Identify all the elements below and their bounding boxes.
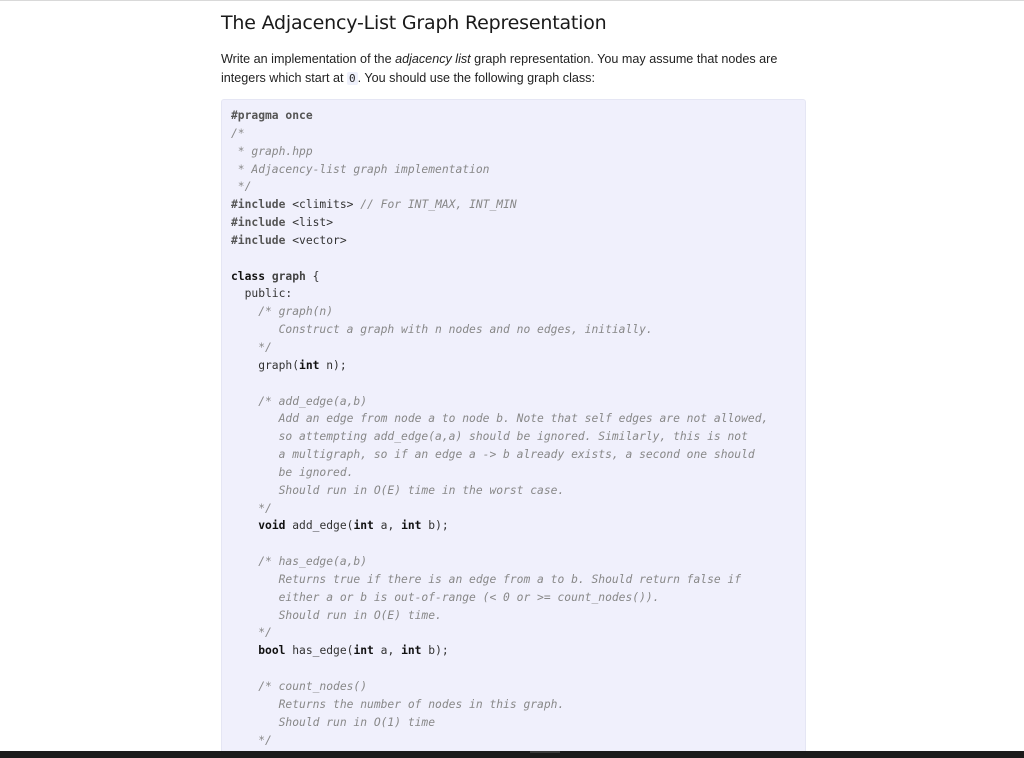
code-token: // For INT_MAX, INT_MIN [360,198,517,212]
code-token: <vector> [285,233,347,247]
code-token: */ [231,501,272,515]
code-line [231,464,805,482]
code-token: */ [231,340,272,354]
code-token: #include [231,233,286,247]
code-line [231,428,805,446]
code-line [231,732,805,750]
code-token [265,270,272,283]
code-token: /* has_edge(a,b) [258,555,368,569]
code-line [231,589,805,607]
code-token: int [401,644,422,658]
code-token: graph( [231,358,300,372]
code-token: Should run in O(E) time. [231,608,442,622]
code-line [231,571,805,589]
code-line [231,482,805,500]
code-token: n); [319,358,347,372]
code-line [231,446,805,464]
code-token [231,680,258,693]
code-token: <list> [285,216,334,230]
code-token: a, [373,519,402,533]
code-line [231,714,805,732]
code-line [231,357,805,375]
code-token: Construct a graph with n nodes and no edges, initially. [231,323,653,337]
code-line [231,232,805,250]
code-token: bool [258,644,286,658]
code-line [231,303,805,321]
page-title: The Adjacency-List Graph Representation [221,12,607,34]
intro-paragraph [221,50,811,88]
code-token: Returns the number of nodes in this graph. [231,697,565,711]
code-token: int [401,519,422,533]
code-token: b); [421,644,449,658]
code-token [231,395,258,408]
code-token: /* graph(n) [258,305,334,319]
code-token: int [353,644,374,658]
code-token: has_edge( [285,644,354,658]
taskbar-indicator [530,751,560,753]
code-line [231,535,805,553]
code-token: Add an edge from node a to node b. Note that self edges are not allowed, [231,412,769,426]
code-line [231,553,805,571]
code-line [231,696,805,714]
intro-text-3: . You should use the following graph class: [357,71,595,85]
code-token: a multigraph, so if an edge a -> b already exists, a second one should [231,448,755,462]
code-line [231,196,805,214]
code-block[interactable] [221,99,806,758]
code-token: so attempting add_edge(a,a) should be ignored. Similarly, this is not [231,430,748,444]
code-token: graph [271,269,306,283]
code-token: class [231,269,266,283]
code-token: public: [231,287,293,301]
code-line [231,339,805,357]
code-line [231,607,805,625]
intro-emphasis: adjacency list [395,52,471,66]
intro-text-1: Write an implementation of the [221,52,396,66]
code-line [231,321,805,339]
code-line [231,678,805,696]
code-line [231,285,805,303]
code-line [231,375,805,393]
code-line [231,161,805,179]
code-token [231,305,258,318]
code-token: /* add_edge(a,b) [258,394,368,408]
code-line [231,624,805,642]
code-line [231,250,805,268]
code-line [231,125,805,143]
code-token: */ [231,733,272,747]
code-token [231,644,258,657]
code-line [231,268,805,286]
code-token: Should run in O(E) time in the worst case. [231,483,565,497]
intro-text-2: graph representation. You may assume that nodes are integers which start at [221,52,778,85]
code-token [231,519,258,532]
code-token: */ [231,180,252,194]
code-line [231,500,805,518]
code-line [231,214,805,232]
code-token: void [258,519,286,533]
code-token: Returns true if there is an edge from a to b. Should return false if [231,572,742,586]
code-token: <climits> [285,198,361,212]
code-token: a, [373,644,402,658]
code-line [231,143,805,161]
article [221,10,811,747]
code-line [231,178,805,196]
code-token: * Adjacency-list graph implementation [231,162,490,176]
inline-code: 0 [349,72,356,85]
taskbar [0,751,1024,758]
code-token: add_edge( [285,519,354,533]
code-line [231,410,805,428]
top-divider [0,0,1024,1]
code-token: be ignored. [231,465,354,479]
code-token: { [305,269,320,283]
code-token: /* [231,126,245,140]
code-line [231,107,805,125]
code-line [231,642,805,660]
code-token: int [299,358,320,372]
code-token: * graph.hpp [231,144,313,158]
code-line [231,393,805,411]
code-token: int [353,519,374,533]
code-token: b); [421,519,449,533]
code-token: Should run in O(1) time [231,715,436,729]
code-line [231,517,805,535]
code-token [231,555,258,568]
code-line [231,660,805,678]
code-token: either a or b is out-of-range (< 0 or >= count_nodes()). [231,590,660,604]
code-token: #pragma once [231,109,313,122]
code-token: #include [231,216,286,230]
code-token: /* count_nodes() [258,680,368,693]
code-token: */ [231,626,272,640]
code-token: #include [231,198,286,212]
